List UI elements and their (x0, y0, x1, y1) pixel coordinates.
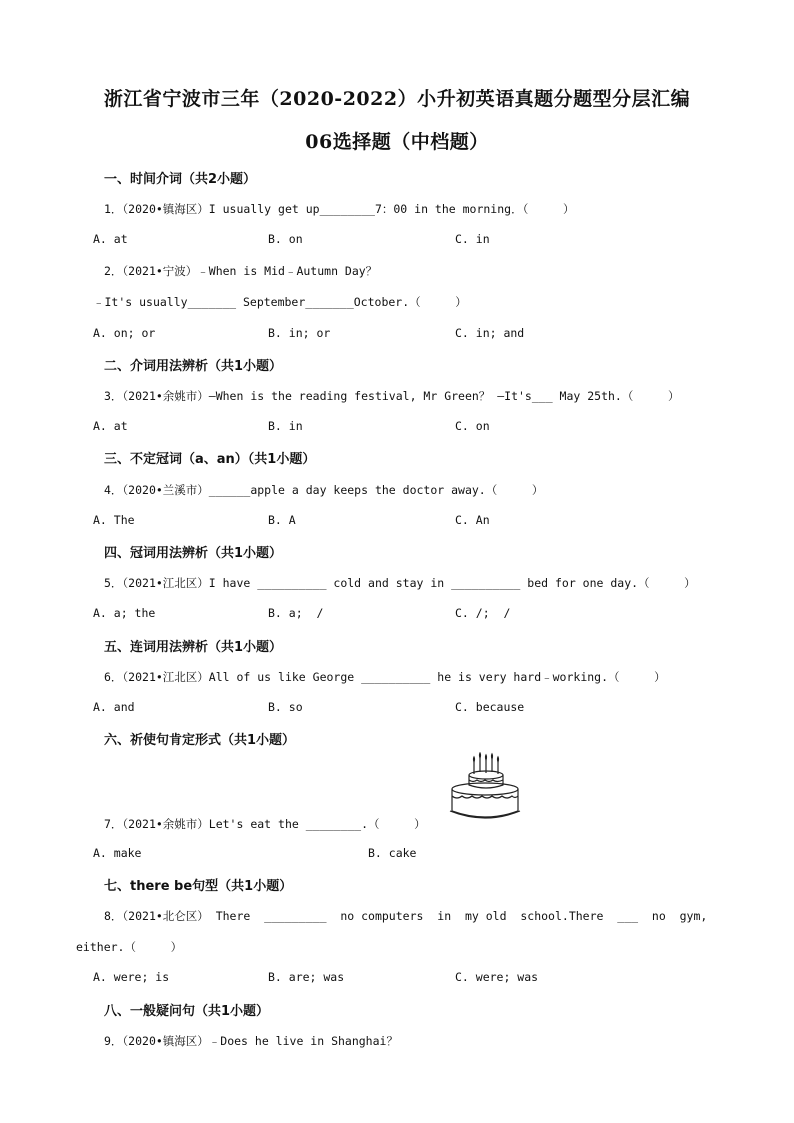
question-8-stem: 8．（2021•北仑区） There _________ no computers in my old school.There ___ no gym, (104, 909, 708, 923)
question-1-stem: 1．（2020•镇海区）I usually get up________7：00 in the morning．（ ） (104, 202, 575, 216)
section-heading-5: 五、连词用法辨析（共1小题） (104, 640, 283, 655)
question-2-option-b[interactable]: B. in; or (268, 326, 331, 340)
question-3-option-c[interactable]: C. on (455, 419, 490, 433)
question-6-option-c[interactable]: C. because (455, 700, 525, 714)
question-5-option-a[interactable]: A. a; the (93, 606, 156, 620)
section-heading-1: 一、时间介词（共2小题） (104, 172, 257, 187)
question-6-stem: 6．（2021•江北区）All of us like George __________ he is very hard﹣working.（ ） (104, 670, 666, 684)
question-8-option-c[interactable]: C. were; was (455, 970, 539, 984)
question-1-option-b[interactable]: B. on (268, 232, 303, 246)
question-1-option-a[interactable]: A. at (93, 232, 128, 246)
question-4-option-a[interactable]: A. The (93, 513, 135, 527)
question-7-stem: 7．（2021•余姚市）Let's eat the ________.（ ） (104, 817, 426, 831)
question-4-stem: 4．（2020•兰溪市）______apple a day keeps the doctor away.（ ） (104, 483, 544, 497)
section-heading-8: 八、一般疑问句（共1小题） (104, 1004, 270, 1019)
question-1-option-c[interactable]: C. in (455, 232, 490, 246)
question-8-option-b[interactable]: B. are; was (268, 970, 345, 984)
question-6-option-a[interactable]: A. and (93, 700, 135, 714)
question-2-option-c[interactable]: C. in; and (455, 326, 525, 340)
question-3-option-a[interactable]: A. at (93, 419, 128, 433)
question-3-option-b[interactable]: B. in (268, 419, 303, 433)
question-2-stem-line2: ﹣It's usually_______ September_______October.（ ） (93, 295, 467, 309)
section-heading-7: 七、there be句型（共1小题） (104, 879, 293, 894)
question-7-option-b[interactable]: B. cake (368, 846, 417, 860)
question-4-option-c[interactable]: C. An (455, 513, 490, 527)
section-heading-6: 六、祈使句肯定形式（共1小题） (104, 733, 296, 748)
page-title: 浙江省宁波市三年（2020-2022）小升初英语真题分题型分层汇编 (103, 88, 691, 110)
question-9-stem: 9．（2020•镇海区）﹣Does he live in Shanghai？ (104, 1034, 398, 1048)
question-8-stem-line2: either.（ ） (76, 940, 183, 954)
question-8-option-a[interactable]: A. were; is (93, 970, 170, 984)
question-5-option-b[interactable]: B. a; / (268, 606, 324, 620)
section-heading-2: 二、介词用法辨析（共1小题） (104, 359, 283, 374)
question-2-option-a[interactable]: A. on; or (93, 326, 156, 340)
page-subtitle: 06选择题（中档题） (305, 131, 489, 153)
question-4-option-b[interactable]: B. A (268, 513, 296, 527)
question-6-option-b[interactable]: B. so (268, 700, 303, 714)
birthday-cake-image (447, 752, 523, 824)
section-heading-4: 四、冠词用法辨析（共1小题） (104, 546, 283, 561)
question-5-option-c[interactable]: C. /; / (455, 606, 511, 620)
question-7-option-a[interactable]: A. make (93, 846, 142, 860)
question-2-stem: 2．（2021•宁波）﹣When is Mid﹣Autumn Day？ (104, 264, 378, 278)
section-heading-3: 三、不定冠词（a、an）（共1小题） (104, 452, 316, 467)
question-3-stem: 3．（2021•余姚市）—When is the reading festival, Mr Green？ —It's___ May 25th.（ ） (104, 389, 680, 403)
question-5-stem: 5．（2021•江北区）I have __________ cold and stay in __________ bed for one day.（ ） (104, 576, 696, 590)
